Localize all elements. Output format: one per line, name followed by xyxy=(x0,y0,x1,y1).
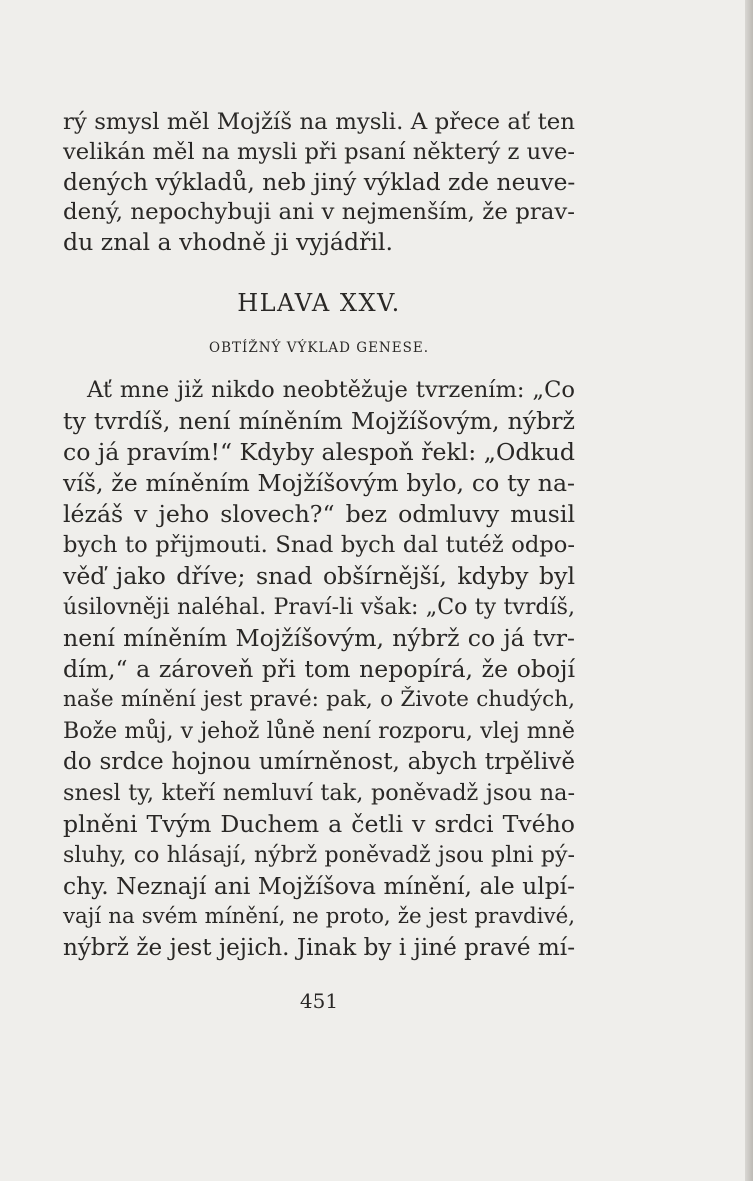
text-line: bych to přijmouti. Snad bych dal tutéž odpo- xyxy=(63,532,575,558)
text-line: dím,“ a zároveň při tom nepopírá, že obojí xyxy=(63,655,575,683)
text-line: du znal a vhodně ji vyjádřil. xyxy=(63,228,393,256)
text-line: rý smysl měl Mojžíš na mysli. A přece ať ten xyxy=(63,109,575,135)
text-line: úsilovněji naléhal. Praví-li však: „Co ty tvrdíš, xyxy=(63,594,575,620)
text-line: velikán měl na mysli při psaní některý z uve- xyxy=(63,139,575,165)
text-line: snesl ty, kteří nemluví tak, poněvadž jsou na- xyxy=(63,780,575,806)
text-line: nýbrž že jest jejich. Jinak by i jiné pravé mí- xyxy=(63,935,575,961)
text-line: plněni Tvým Duchem a četli v srdci Tvého xyxy=(63,810,575,838)
text-line: není míněním Mojžíšovým, nýbrž co já tvr- xyxy=(63,624,575,652)
text-line: chy. Neznají ani Mojžíšova mínění, ale ulpí- xyxy=(63,872,575,900)
text-line: lézáš v jeho slovech?“ bez odmluvy musil xyxy=(63,500,575,528)
chapter-title: HLAVA XXV. xyxy=(237,289,401,317)
page-number: 451 xyxy=(299,989,339,1013)
text-line: dených výkladů, neb jiný výklad zde neuve- xyxy=(63,168,576,196)
text-line: Bože můj, v jehož lůně není rozporu, vlej mně xyxy=(63,718,575,744)
text-line: dený, nepochybuji ani v nejmenším, že prav- xyxy=(63,199,575,225)
text-line: Ať mne již nikdo neobtěžuje tvrzením: „Co xyxy=(87,377,575,403)
text-line: víš, že míněním Mojžíšovým bylo, co ty na- xyxy=(63,469,575,497)
page-edge xyxy=(745,0,753,1181)
text-line: vají na svém mínění, ne proto, že jest pravdivé, xyxy=(63,904,575,929)
text-line: co já pravím!“ Kdyby alespoň řekl: „Odkud xyxy=(63,438,576,466)
text-line: sluhy, co hlásají, nýbrž poněvadž jsou plni pý- xyxy=(63,842,575,868)
chapter-subtitle: OBTÍŽNÝ VÝKLAD GENESE. xyxy=(209,340,429,356)
text-line: ty tvrdíš, není míněním Mojžíšovým, nýbrž xyxy=(63,407,575,435)
text-line: věď jako dříve; snad obšírnější, kdyby byl xyxy=(63,562,575,590)
text-line: do srdce hojnou umírněnost, abych trpělivě xyxy=(63,749,575,775)
text-line: naše mínění jest pravé: pak, o Živote chudých, xyxy=(63,687,575,712)
